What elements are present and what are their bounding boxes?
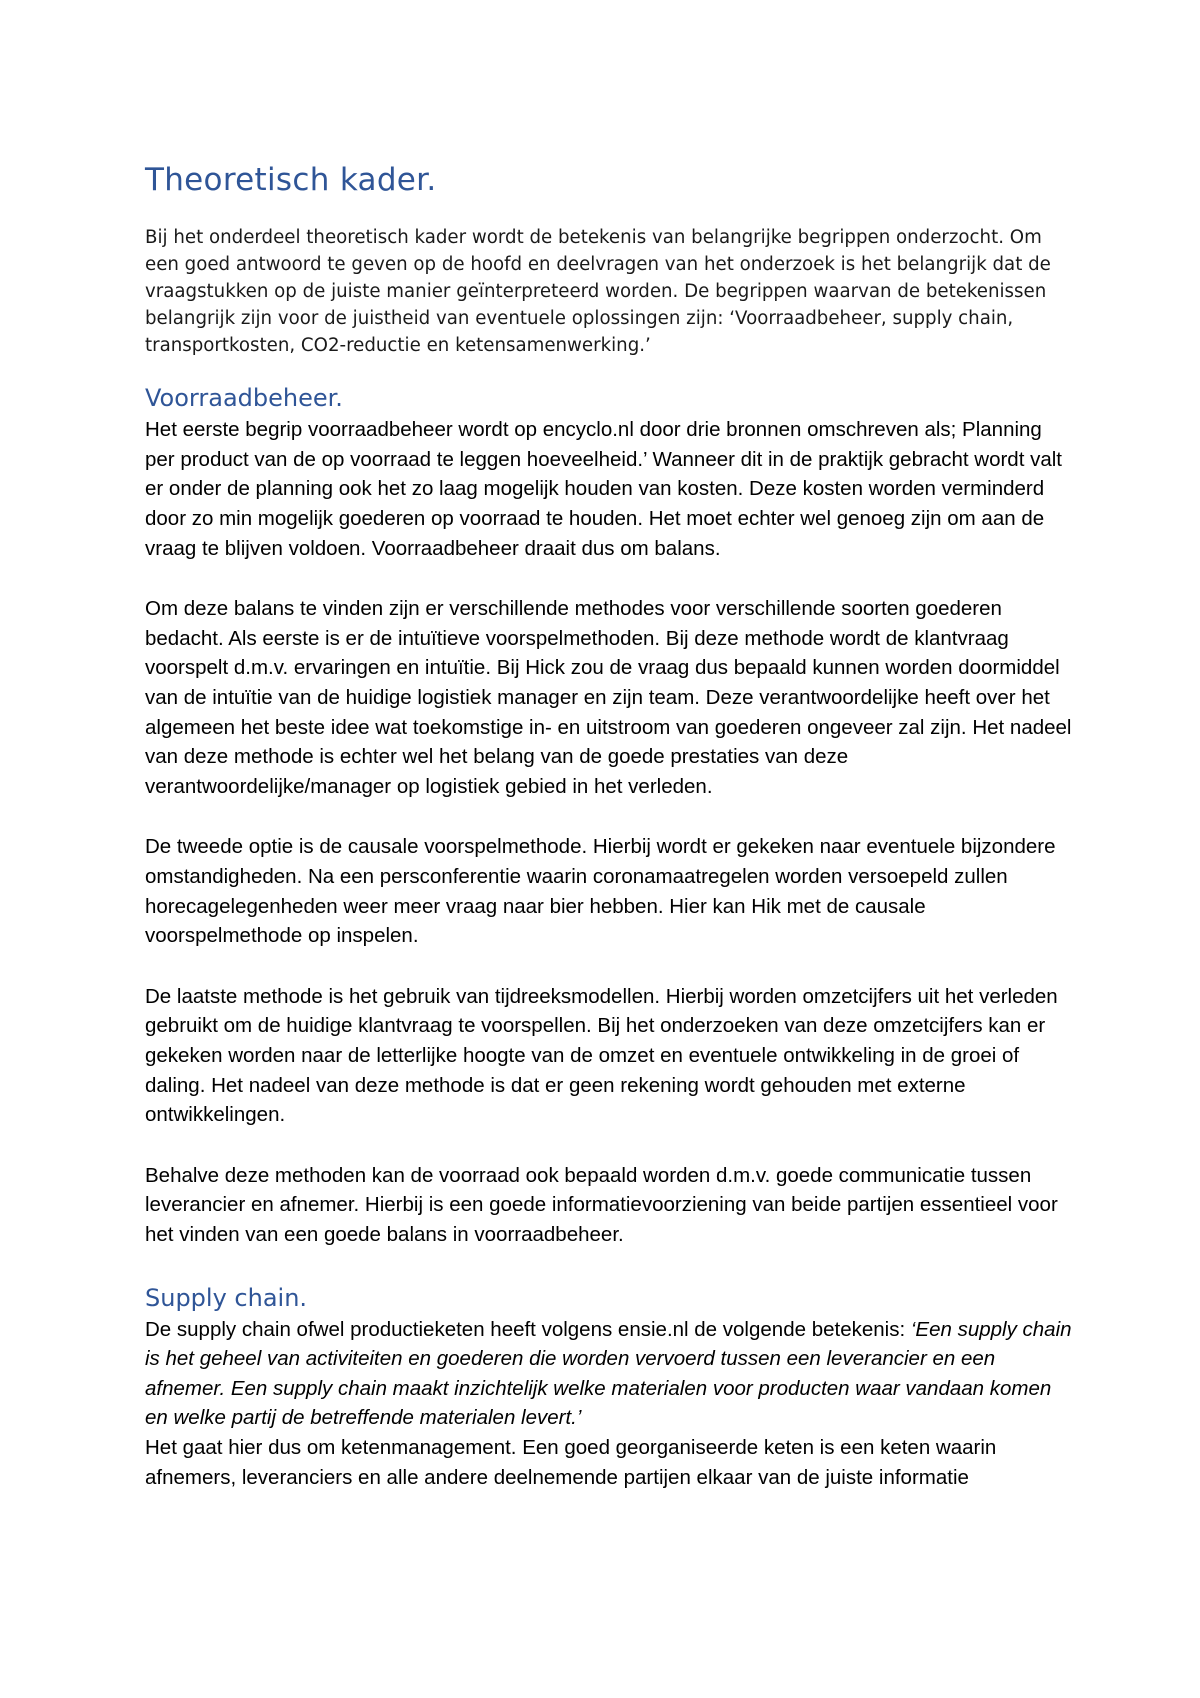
page-title: Theoretisch kader.	[145, 162, 437, 198]
section-heading-voorraadbeheer: Voorraadbeheer.	[145, 384, 343, 413]
document-content	[145, 160, 1075, 1492]
voorraadbeheer-paragraph-5: Behalve deze methoden kan de voorraad ook bepaald worden d.m.v. goede communicatie tussen leverancier en afnemer. Hierbij is een goede informatievoorziening van beide partijen essentieel voor het vinden van een goede balans in voorraadbeheer.	[145, 1163, 1058, 1246]
section-heading-supply-chain: Supply chain.	[145, 1283, 308, 1312]
supply-chain-definition-quote: ‘Een supply chain is het geheel van activiteiten en goederen die worden vervoerd tussen een leverancier en een afnemer. Een supply chain maakt inzichtelijk welke materialen voor producten waar vandaan komen en welke partij de betreffende materialen levert.’	[145, 1317, 1072, 1430]
voorraadbeheer-paragraph-4: De laatste methode is het gebruik van tijdreeksmodellen. Hierbij worden omzetcijfers uit het verleden gebruikt om de huidige klantvraag te voorspellen. Bij het onderzoeken van deze omzetcijfers kan er gekeken worden naar de letterlijke hoogte van de omzet en eventuele ontwikkeling in de groei of daling. Het nadeel van deze methode is dat er geen rekening wordt gehouden met externe ontwikkelingen.	[145, 984, 1058, 1127]
voorraadbeheer-paragraph-3: De tweede optie is de causale voorspelmethode. Hierbij wordt er gekeken naar eventuele bijzondere omstandigheden. Na een persconferentie waarin coronamaatregelen worden versoepeld zullen horecagelegenheden weer meer vraag naar bier hebben. Hier kan Hik met de causale voorspelmethode op inspelen.	[145, 835, 1056, 948]
voorraadbeheer-paragraph-1: Het eerste begrip voorraadbeheer wordt op encyclo.nl door drie bronnen omschreven als; Planning per product van de op voorraad te leggen hoeveelheid.’ Wanneer dit in de praktijk gebracht wordt valt er onder de planning ook het zo laag mogelijk houden van kosten. Deze kosten worden verminderd door zo min mogelijk goederen op voorraad te houden. Het moet echter wel genoeg zijn om aan de vraag te blijven voldoen. Voorraadbeheer draait dus om balans.	[145, 418, 1062, 560]
supply-chain-definition	[145, 1315, 1075, 1433]
supply-chain-followup: Het gaat hier dus om ketenmanagement. Een goed georganiseerde keten is een keten waarin afnemers, leveranciers en alle andere deelnemende partijen elkaar van de juiste informatie	[145, 1435, 997, 1489]
voorraadbeheer-paragraph-2: Om deze balans te vinden zijn er verschillende methodes voor verschillende soorten goederen bedacht. Als eerste is er de intuïtieve voorspelmethoden. Bij deze methode wordt de klantvraag voorspelt d.m.v. ervaringen en intuïtie. Bij Hick zou de vraag dus bepaald kunnen worden doormiddel van de intuïtie van de huidige logistiek manager en zijn team. Deze verantwoordelijke heeft over het algemeen het beste idee wat toekomstige in- en uitstroom van goederen ongeveer zal zijn. Het nadeel van deze methode is echter wel het belang van de goede prestaties van deze verantwoordelijke/manager op logistiek gebied in het verleden.	[145, 597, 1072, 798]
intro-paragraph: Bij het onderdeel theoretisch kader wordt de betekenis van belangrijke begrippen onderzocht. Om een goed antwoord te geven op de hoofd en deelvragen van het onderzoek is het belangrijk dat de vraagstukken op de juiste manier geïnterpreteerd worden. De begrippen waarvan de betekenissen belangrijk zijn voor de juistheid van eventuele oplossingen zijn: ‘Voorraadbeheer, supply chain, transportkosten, CO2-reductie en ketensamenwerking.’	[145, 227, 1051, 357]
supply-chain-definition-lead: De supply chain ofwel productieketen heeft volgens ensie.nl de volgende betekenis:	[145, 1317, 911, 1341]
